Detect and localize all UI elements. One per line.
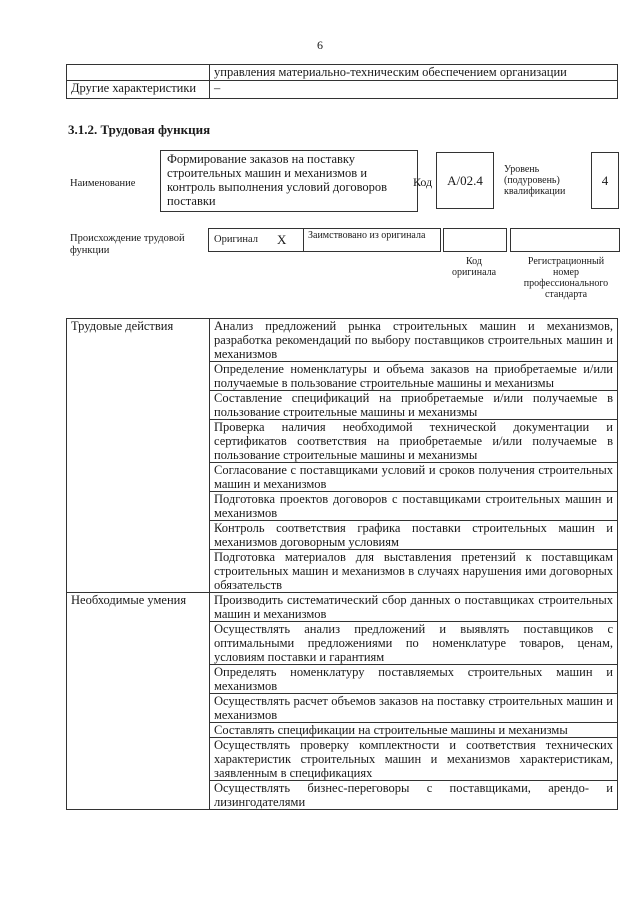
labor-action-item: Подготовка проектов договоров с поставщиками строительных машин и механизмов	[210, 492, 618, 521]
labor-action-item: Проверка наличия необходимой технической документации и сертификатов соответствия на приобретаемые и/или получаемые в пользование строительные машины и механизмы	[210, 420, 618, 463]
skill-item: Осуществлять анализ предложений и выявлять поставщиков с оптимальными предложениями по номенклатуре товаров, ценам, условиям поставки и гарантиям	[210, 622, 618, 665]
main-table	[66, 318, 618, 810]
original-mark: X	[277, 232, 287, 247]
skill-item: Составлять спецификации на строительные машины и механизмы	[210, 723, 618, 738]
skills-label: Необходимые умения	[67, 593, 210, 810]
table-row	[67, 593, 618, 622]
labor-action-item: Анализ предложений рынка строительных машин и механизмов, разработка рекомендаций по выбору поставщиков строительных машин и механизмов	[210, 319, 618, 362]
origin-label: Происхождение трудовой функции	[70, 233, 185, 256]
borrowed-label: Заимствовано из оригинала	[308, 230, 426, 241]
skill-item: Определять номенклатуру поставляемых строительных машин и механизмов	[210, 665, 618, 694]
code-original-label: Код оригинала	[451, 256, 497, 278]
reg-number-label: Регистрационный номер профессионального стандарта	[523, 256, 609, 300]
skill-item: Осуществлять расчет объемов заказов на поставку строительных машин и механизмов	[210, 694, 618, 723]
function-name: Формирование заказов на поставку строительных машин и механизмов и контроль выполнения условий договоров поставки	[160, 150, 418, 212]
skill-item: Осуществлять бизнес-переговоры с поставщиками, арендо- и лизингодателями	[210, 781, 618, 810]
labor-action-item: Согласование с поставщиками условий и сроков получения строительных машин и механизмов	[210, 463, 618, 492]
code-value: А/02.4	[436, 152, 494, 209]
top-table	[66, 64, 618, 99]
level-label: Уровень (подуровень) квалификации	[504, 164, 566, 197]
labor-action-item: Составление спецификаций на приобретаемые и/или получаемые в пользование строительные машины и механизмы	[210, 391, 618, 420]
borrowed-cell	[303, 228, 441, 252]
page-number: 6	[317, 38, 323, 52]
labor-action-item: Подготовка материалов для выставления претензий к поставщикам строительных машин и механизмов в случаях нарушения ими договорных обязательств	[210, 550, 618, 593]
top-row2-label: Другие характеристики	[67, 81, 210, 99]
skill-item: Осуществлять проверку комплектности и соответствия технических характеристик строительных машин и механизмов характеристикам, заявленным в спецификациях	[210, 738, 618, 781]
labor-action-item: Определение номенклатуры и объема заказов на приобретаемые и/или получаемые в пользование строительные машины и механизмы	[210, 362, 618, 391]
top-row1-text: управления материально-техническим обеспечением организации	[210, 65, 618, 81]
labor-action-item: Контроль соответствия графика поставки строительных машин и механизмов договорным условиям	[210, 521, 618, 550]
skill-item: Производить систематический сбор данных о поставщиках строительных машин и механизмов	[210, 593, 618, 622]
reg-number-box	[510, 228, 620, 252]
original-cell	[208, 228, 304, 252]
original-label: Оригинал	[214, 234, 258, 245]
section-title: 3.1.2. Трудовая функция	[68, 122, 211, 137]
code-original-box	[443, 228, 507, 252]
level-value: 4	[591, 152, 619, 209]
name-label: Наименование	[70, 178, 136, 189]
top-row2-value: –	[210, 81, 618, 99]
labor-actions-label: Трудовые действия	[67, 319, 210, 593]
code-label: Код	[413, 175, 433, 189]
table-row	[67, 319, 618, 362]
